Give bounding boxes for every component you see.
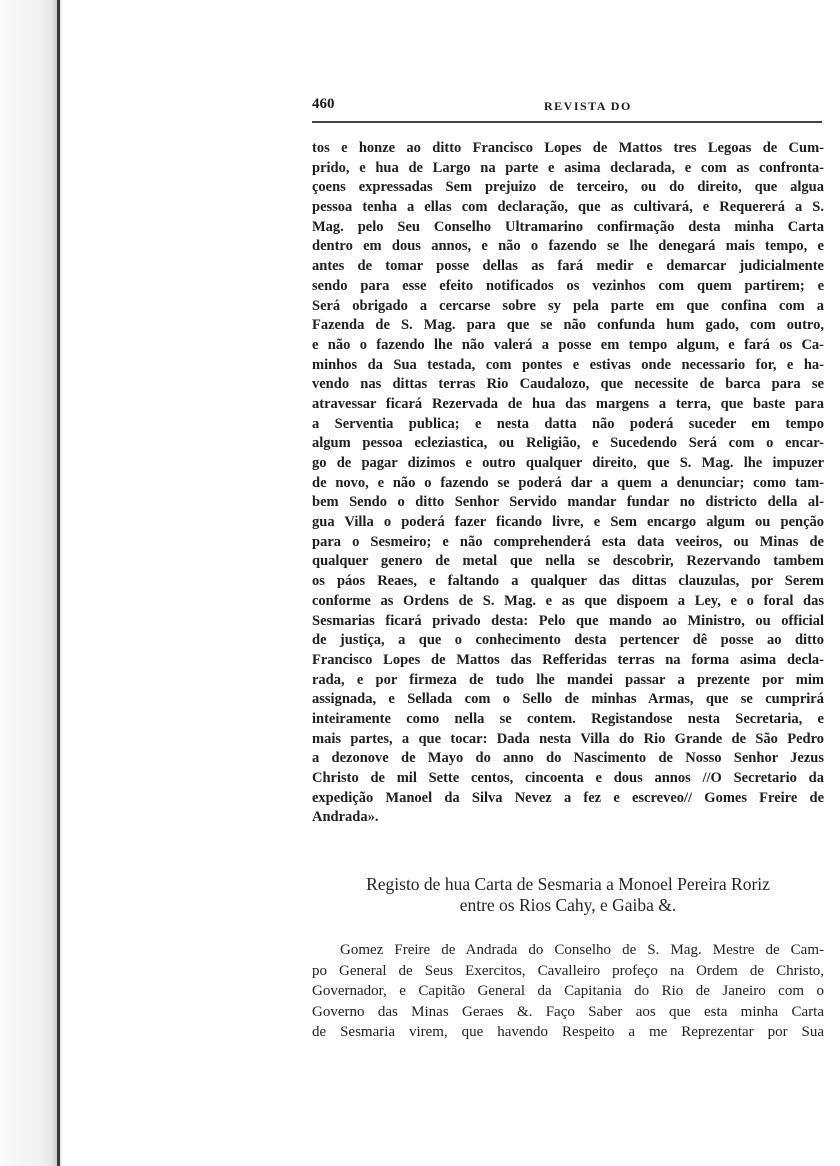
text-line: pessoa tenha a ellas com declaração, que as cultivará, e Requererá a S.: [312, 199, 824, 216]
text-line: çoens expressadas Sem prejuizo de terceiro, ou do direito, que algua: [312, 179, 824, 196]
section-title-line: entre os Rios Cahy, e Gaiba &.: [459, 895, 677, 915]
section-title-line: Registo de hua Carta de Sesmaria a Monoel Pereira Roriz: [366, 874, 770, 894]
text-line: qualquer genero de metal que nella se descobrir, Rezervando tambem: [312, 553, 824, 570]
text-line: de justiça, a que o conhecimento desta pertencer dê posse ao ditto: [312, 632, 824, 649]
header-rule: [312, 121, 822, 123]
text-line: Andrada».: [312, 809, 379, 826]
section-title: [312, 874, 824, 916]
book-gutter-shadow: [0, 0, 62, 1166]
text-line: Governo das Minas Geraes &. Faço Saber aos que esta minha Carta: [312, 1003, 824, 1020]
book-spine-edge: [57, 0, 60, 1166]
text-line: atravessar ficará Rezervada de hua das margens a terra, que baste para: [312, 395, 824, 412]
paragraph-1: [312, 139, 824, 828]
text-line: Será obrigado a cercarse sobre sy pela parte em que confina com a: [312, 297, 824, 314]
text-line: antes de tomar posse dellas as fará medir e demarcar judicialmente: [312, 258, 824, 275]
text-line: inteiramente como nella se contem. Registandose nesta Secretaria, e: [312, 710, 824, 727]
text-line: vendo nas dittas terras Rio Caudalozo, que necessite de barca para se: [312, 376, 824, 393]
text-line: tos e honze ao ditto Francisco Lopes de Mattos tres Legoas de Cum-: [312, 140, 824, 156]
running-head: REVISTA DO: [544, 99, 632, 113]
text-line: dentro em dous annos, e não o fazendo se lhe denegará mais tempo, e: [312, 238, 824, 255]
text-line: a dezonove de Mayo do anno do Nascimento de Nosso Senhor Jezus: [312, 750, 824, 767]
text-line: gua Villa o poderá fazer ficando livre, e Sem encargo algum ou penção: [312, 514, 824, 531]
text-line: Gomez Freire de Andrada do Conselho de S. Mag. Mestre de Cam-: [340, 942, 824, 958]
text-line: para o Sesmeiro; e não comprehenderá esta data veeiros, ou Minas de: [312, 533, 824, 550]
text-line: de Sesmaria virem, que havendo Respeito a me Reprezentar por Sua: [312, 1024, 824, 1041]
paragraph-2: [312, 940, 824, 1043]
text-line: rada, e por firmeza de tudo lhe mandei passar a prezente por mim: [312, 671, 824, 688]
text-line: a Serventia publica; e nesta datta não poderá suceder em tempo: [312, 415, 824, 432]
text-line: prido, e hua de Largo na parte e asima declarada, e com as confronta-: [312, 159, 824, 176]
text-line: minhos da Sua testada, com pontes e estivas onde necessario for, e ha-: [312, 356, 824, 373]
page-number: 460: [312, 96, 335, 112]
page-header: [312, 96, 822, 118]
text-line: conforme as Ordens de S. Mag. e as que dispoem a Ley, e o foral das: [312, 592, 824, 609]
text-line: os páos Reaes, e faltando a qualquer das dittas clauzulas, por Serem: [312, 573, 824, 590]
text-line: sendo para esse efeito notificados os vezinhos com quem partirem; e: [312, 277, 824, 294]
text-line: go de pagar dizimos e outro qualquer direito, que S. Mag. lhe impuzer: [312, 455, 824, 471]
text-line: Sesmarias ficará privado desta: Pelo que mando ao Ministro, ou official: [312, 612, 824, 629]
text-line: algum pessoa ecleziastica, ou Religião, e Sucedendo Será com o encar-: [312, 435, 824, 452]
text-line: Mag. pelo Seu Conselho Ultramarino confirmação desta minha Carta: [312, 218, 824, 235]
text-line: bem Sendo o ditto Senhor Servido mandar fundar no districto della al-: [312, 494, 824, 511]
text-line: po General de Seus Exercitos, Cavalleiro profeço na Ordem de Christo,: [312, 962, 824, 979]
text-line: de novo, e não o fazendo se poderá dar a quem a denunciar; como tam-: [312, 474, 824, 491]
text-line: assignada, e Sellada com o Sello de minhas Armas, que se cumprirá: [312, 691, 824, 708]
text-line: e não o fazendo lhe não valerá a posse em tempo algum, e fará os Ca-: [312, 336, 824, 353]
text-line: mais partes, a que tocar: Dada nesta Villa do Rio Grande de São Pedro: [312, 730, 824, 747]
text-line: Christo de mil Sette centos, cincoenta e dous annos //O Secretario da: [312, 770, 824, 786]
text-line: Fazenda de S. Mag. para que se não confunda hum gado, com outro,: [312, 317, 824, 334]
text-line: Governador, e Capitão General da Capitania do Rio de Janeiro com o: [312, 983, 824, 1000]
text-line: expedição Manoel da Silva Nevez a fez e escreveo// Gomes Freire de: [312, 789, 824, 806]
text-line: Francisco Lopes de Mattos das Refferidas terras na forma asima decla-: [312, 651, 824, 668]
